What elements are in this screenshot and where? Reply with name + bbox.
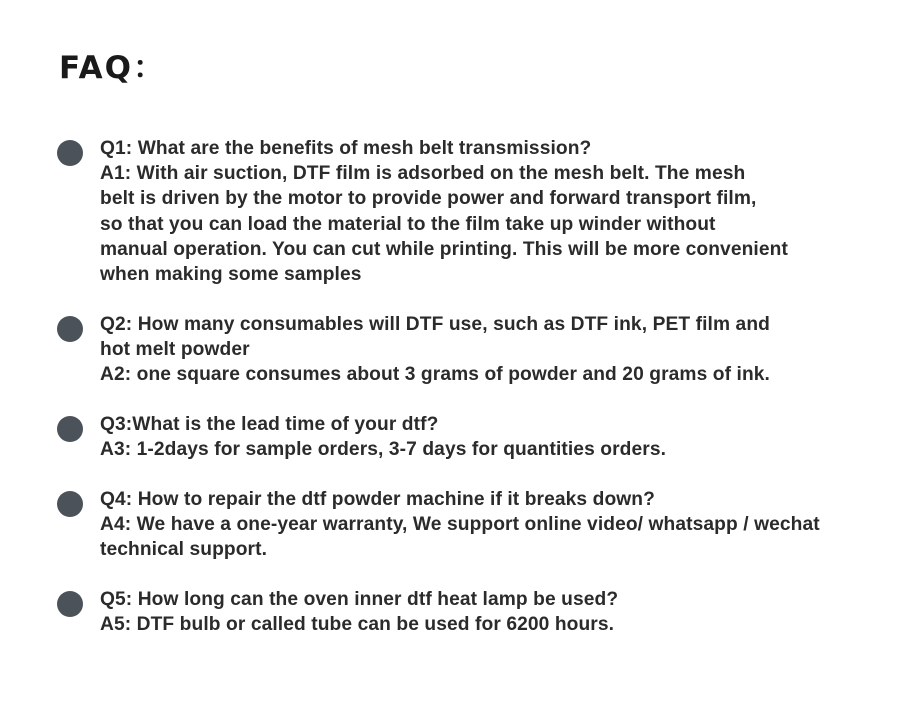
faq-answer-line: A1: With air suction, DTF film is adsorbed on the mesh belt. The mesh (100, 163, 746, 185)
faq-text (100, 136, 890, 287)
bullet-icon (57, 140, 83, 166)
faq-answer-line: belt is driven by the motor to provide power and forward transport film, (100, 188, 757, 210)
faq-text (100, 312, 890, 388)
bullet-icon (57, 316, 83, 342)
faq-answer-line: manual operation. You can cut while printing. This will be more convenient (100, 238, 788, 260)
faq-answer-line: A2: one square consumes about 3 grams of powder and 20 grams of ink. (100, 364, 770, 386)
faq-question-line: Q1: What are the benefits of mesh belt transmission? (100, 138, 592, 159)
faq-question-line: Q4: How to repair the dtf powder machine if it breaks down? (100, 489, 655, 510)
faq-answer-line: A4: We have a one-year warranty, We support online video/ whatsapp / wechat (100, 514, 820, 536)
page-title: FAQ： (59, 50, 166, 86)
faq-answer-line: A5: DTF bulb or called tube can be used for 6200 hours. (100, 614, 615, 636)
faq-answer-line: when making some samples (100, 264, 362, 286)
faq-question-line: Q5: How long can the oven inner dtf heat lamp be used? (100, 589, 619, 610)
faq-question-line: Q3:What is the lead time of your dtf? (100, 414, 439, 435)
bullet-icon (57, 491, 83, 517)
faq-text (100, 587, 890, 637)
faq-question-line: Q2: How many consumables will DTF use, such as DTF ink, PET film and (100, 314, 770, 335)
bullet-icon (57, 591, 83, 617)
bullet-icon (57, 416, 83, 442)
faq-text (100, 487, 890, 563)
faq-text (100, 412, 890, 462)
faq-answer-line: A3: 1-2days for sample orders, 3-7 days for quantities orders. (100, 439, 667, 461)
faq-answer-line: so that you can load the material to the film take up winder without (100, 213, 716, 235)
faq-answer-line: technical support. (100, 539, 268, 561)
faq-question-line: hot melt powder (100, 339, 250, 361)
